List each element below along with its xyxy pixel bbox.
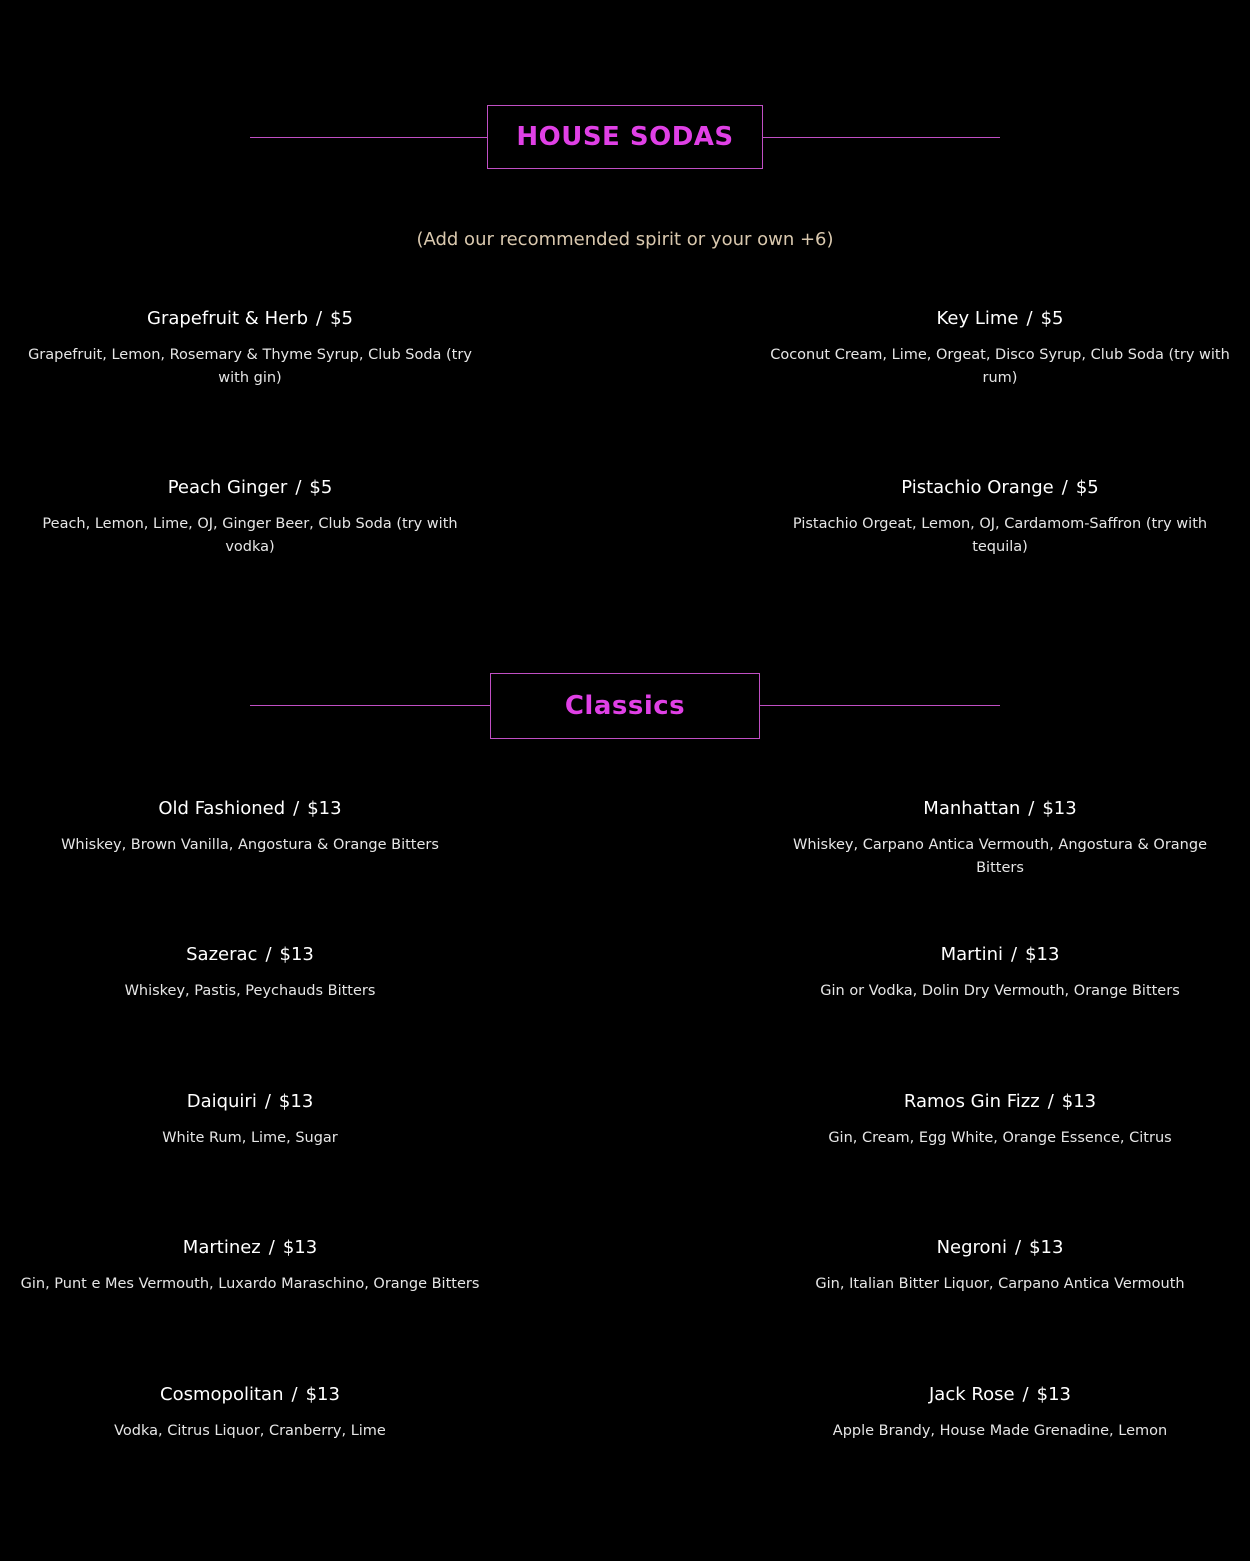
menu-item-price: $13 — [1042, 798, 1077, 819]
menu-item-price: $5 — [309, 477, 333, 498]
menu-item-heading — [20, 798, 480, 820]
menu-item-description: White Rum, Lime, Sugar — [162, 1130, 338, 1146]
menu-item-name: Negroni — [936, 1237, 1007, 1258]
menu-item-description: Gin, Cream, Egg White, Orange Essence, Citrus — [828, 1130, 1172, 1146]
menu-item — [20, 477, 480, 559]
menu-item-price: $13 — [282, 1237, 318, 1258]
menu-item — [770, 1091, 1230, 1150]
menu-item-heading — [20, 944, 480, 966]
menu-item-price: $13 — [305, 1384, 340, 1405]
price-separator: / — [265, 944, 272, 965]
menu-item — [770, 944, 1230, 1003]
price-separator: / — [1011, 944, 1018, 965]
menu-item-heading — [770, 798, 1230, 820]
menu-item-name: Old Fashioned — [158, 798, 286, 819]
menu-item-heading — [770, 308, 1230, 330]
price-separator: / — [291, 1384, 298, 1405]
price-separator: / — [1022, 1384, 1029, 1405]
menu-item-price: $13 — [307, 798, 342, 819]
menu-item-price: $13 — [1025, 944, 1060, 965]
price-separator: / — [264, 1091, 271, 1112]
menu-item — [20, 944, 480, 1003]
menu-item-name: Sazerac — [186, 944, 258, 965]
menu-item-name: Key Lime — [936, 308, 1019, 329]
menu-item-description: Whiskey, Carpano Antica Vermouth, Angostura & Orange Bitters — [793, 837, 1207, 876]
menu-item-name: Peach Ginger — [167, 477, 288, 498]
menu-item-name: Martinez — [182, 1237, 261, 1258]
price-separator: / — [293, 798, 300, 819]
classics-header — [0, 673, 1250, 739]
menu-item — [20, 1237, 480, 1296]
menu-item — [770, 1237, 1230, 1296]
menu-item-price: $5 — [1040, 308, 1064, 329]
menu-item-price: $13 — [1061, 1091, 1097, 1112]
price-separator: / — [1028, 798, 1035, 819]
menu-item-price: $13 — [1036, 1384, 1071, 1405]
menu-item-heading — [770, 1091, 1230, 1113]
menu-item-name: Pistachio Orange — [901, 477, 1054, 498]
menu-item-description: Apple Brandy, House Made Grenadine, Lemon — [832, 1423, 1168, 1439]
house-sodas-title: HOUSE SODAS — [516, 122, 734, 152]
menu-item-description: Gin or Vodka, Dolin Dry Vermouth, Orange Bitters — [820, 983, 1180, 999]
menu-item-name: Cosmopolitan — [160, 1384, 284, 1405]
price-separator: / — [268, 1237, 275, 1258]
menu-item-name: Daiquiri — [186, 1091, 257, 1112]
menu-item-heading — [770, 1384, 1230, 1406]
menu-item-description: Pistachio Orgeat, Lemon, OJ, Cardamom-Saffron (try with tequila) — [792, 516, 1208, 555]
menu-item-description: Peach, Lemon, Lime, OJ, Ginger Beer, Club Soda (try with vodka) — [42, 516, 458, 555]
menu-item — [770, 1384, 1230, 1443]
menu-item — [770, 308, 1230, 390]
menu-item-heading — [20, 1237, 480, 1259]
menu-item-price: $5 — [1075, 477, 1099, 498]
house-sodas-subtitle: (Add our recommended spirit or your own +6) — [416, 229, 834, 250]
menu-item-name: Martini — [940, 944, 1003, 965]
menu-item-heading — [20, 477, 480, 499]
price-separator: / — [316, 308, 323, 329]
menu-item — [770, 477, 1230, 559]
house-sodas-header — [0, 105, 1250, 171]
price-separator: / — [295, 477, 302, 498]
price-separator: / — [1047, 1091, 1054, 1112]
menu-item-name: Grapefruit & Herb — [147, 308, 308, 329]
menu-item-price: $13 — [279, 944, 314, 965]
menu-item — [20, 798, 480, 857]
header-rule-left — [250, 705, 490, 706]
price-separator: / — [1026, 308, 1033, 329]
header-rule-left — [250, 137, 487, 138]
menu-item-heading — [20, 1384, 480, 1406]
menu-item-price: $13 — [278, 1091, 314, 1112]
house-sodas-title-box — [487, 105, 763, 169]
menu-item-heading — [770, 1237, 1230, 1259]
menu-item-name: Ramos Gin Fizz — [903, 1091, 1040, 1112]
menu-item-price: $13 — [1029, 1237, 1064, 1258]
menu-item-description: Whiskey, Pastis, Peychauds Bitters — [124, 983, 376, 999]
price-separator: / — [1014, 1237, 1022, 1258]
menu-item-heading — [770, 477, 1230, 499]
menu-item-description: Gin, Punt e Mes Vermouth, Luxardo Maraschino, Orange Bitters — [20, 1276, 480, 1292]
menu-item-heading — [770, 944, 1230, 966]
menu-item-description: Vodka, Citrus Liquor, Cranberry, Lime — [114, 1423, 386, 1439]
menu-item-name: Jack Rose — [929, 1384, 1015, 1405]
header-rule-right — [763, 137, 1000, 138]
menu-item-heading — [20, 1091, 480, 1113]
menu-item — [20, 1091, 480, 1150]
menu-item-name: Manhattan — [923, 798, 1021, 819]
menu-item-description: Grapefruit, Lemon, Rosemary & Thyme Syrup, Club Soda (try with gin) — [28, 347, 472, 386]
menu-item-description: Gin, Italian Bitter Liquor, Carpano Antica Vermouth — [815, 1276, 1185, 1292]
menu-item-description: Whiskey, Brown Vanilla, Angostura & Orange Bitters — [61, 837, 439, 853]
header-rule-right — [760, 705, 1000, 706]
classics-title: Classics — [564, 691, 686, 721]
menu-item-description: Coconut Cream, Lime, Orgeat, Disco Syrup, Club Soda (try with rum) — [770, 347, 1230, 386]
menu-item — [20, 308, 480, 390]
price-separator: / — [1061, 477, 1068, 498]
classics-title-box — [490, 673, 760, 739]
menu-item — [770, 798, 1230, 880]
menu-item-heading — [20, 308, 480, 330]
menu-item — [20, 1384, 480, 1443]
menu-item-price: $5 — [330, 308, 353, 329]
